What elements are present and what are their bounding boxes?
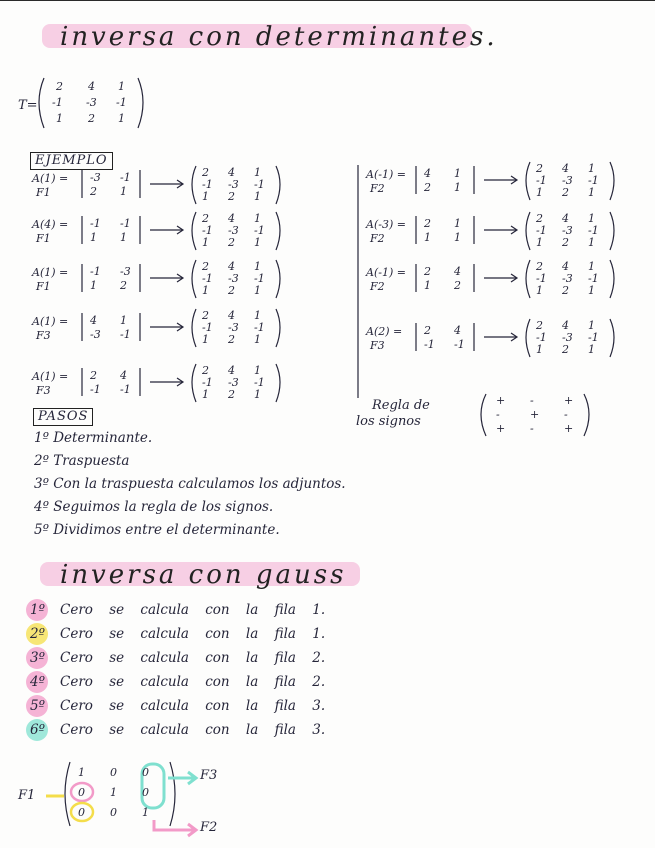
row-subscript: F3	[36, 384, 51, 397]
ref-cell: 2	[228, 333, 235, 346]
ref-cell: 1	[254, 284, 261, 297]
t-21: -1	[52, 96, 63, 109]
minor-21: -1	[424, 338, 435, 351]
t-31: 1	[56, 112, 63, 125]
ref-cell: -1	[254, 376, 265, 389]
cofactor-label: A(1) =	[32, 172, 69, 185]
ref-cell: -1	[202, 376, 213, 389]
ref-cell: -3	[228, 321, 239, 334]
minor-12: -3	[120, 265, 131, 278]
ref-cell: 1	[588, 260, 595, 273]
gauss-cell: 1	[110, 786, 117, 799]
ref-cell: -1	[536, 174, 547, 187]
ref-cell: 2	[202, 364, 209, 377]
ref-cell: 4	[562, 319, 569, 332]
ref-cell: 4	[228, 364, 235, 377]
minor-12: -1	[120, 217, 131, 230]
ref-cell: 4	[228, 260, 235, 273]
cofactor-label: A(1) =	[32, 266, 69, 279]
cofactor-label: A(1) =	[32, 370, 69, 383]
minor-21: -3	[90, 328, 101, 341]
ref-cell: 4	[562, 260, 569, 273]
minor-11: -1	[90, 265, 101, 278]
minor-11: -1	[90, 217, 101, 230]
matrix-t-label: T=	[18, 98, 38, 113]
ref-cell: 4	[562, 162, 569, 175]
gauss-cell: 0	[142, 786, 149, 799]
cofactor-label: A(2) =	[366, 325, 403, 338]
gauss-step-text: Cero se calcula con la fila 1.	[60, 602, 326, 618]
ref-cell: 4	[228, 309, 235, 322]
ref-cell: 4	[562, 212, 569, 225]
t-22: -3	[86, 96, 97, 109]
row-subscript: F1	[36, 280, 51, 293]
ref-cell: 2	[562, 284, 569, 297]
ref-cell: -3	[562, 331, 573, 344]
minor-22: 2	[120, 279, 127, 292]
cofactor-label: A(1) =	[32, 315, 69, 328]
ref-cell: -3	[562, 272, 573, 285]
minor-22: 1	[120, 185, 127, 198]
ref-cell: 2	[562, 343, 569, 356]
paso-5: 5º Dividimos entre el determinante.	[34, 522, 280, 538]
minor-21: 2	[90, 185, 97, 198]
minor-12: 4	[120, 369, 127, 382]
ref-cell: 1	[588, 284, 595, 297]
gauss-cell: 1	[78, 766, 85, 779]
minor-12: -1	[120, 171, 131, 184]
gauss-cell: 0	[78, 786, 85, 799]
ref-cell: -1	[202, 272, 213, 285]
ref-cell: 1	[254, 166, 261, 179]
ref-cell: 1	[588, 343, 595, 356]
ref-cell: -1	[254, 272, 265, 285]
row-subscript: F2	[370, 232, 385, 245]
minor-11: 2	[424, 324, 431, 337]
minor-21: 2	[424, 181, 431, 194]
minor-12: 1	[120, 314, 127, 327]
gauss-step-text: Cero se calcula con la fila 3.	[60, 722, 326, 738]
t-12: 4	[88, 80, 95, 93]
minor-21: 1	[90, 279, 97, 292]
ref-cell: -1	[588, 331, 599, 344]
f2-label: F2	[200, 820, 218, 835]
ref-cell: 4	[228, 212, 235, 225]
sign-21: -	[496, 408, 500, 421]
sign-22: +	[530, 408, 540, 421]
ref-cell: 4	[228, 166, 235, 179]
minor-22: -1	[120, 328, 131, 341]
row-subscript: F3	[36, 329, 51, 342]
ref-cell: -1	[588, 174, 599, 187]
ref-cell: 2	[228, 284, 235, 297]
ref-cell: 1	[588, 186, 595, 199]
row-subscript: F2	[370, 182, 385, 195]
ref-cell: 1	[588, 162, 595, 175]
ref-cell: 1	[254, 236, 261, 249]
paso-2: 2º Traspuesta	[34, 453, 130, 469]
gauss-cell: 1	[142, 806, 149, 819]
minor-22: -1	[120, 383, 131, 396]
ref-cell: -1	[254, 224, 265, 237]
gauss-cell: 0	[110, 806, 117, 819]
ref-cell: 1	[254, 212, 261, 225]
ref-cell: -3	[228, 376, 239, 389]
gauss-cell: 0	[142, 766, 149, 779]
minor-12: 1	[454, 217, 461, 230]
minor-11: 2	[424, 217, 431, 230]
ref-cell: 1	[202, 236, 209, 249]
ref-cell: -1	[202, 178, 213, 191]
minor-11: 2	[90, 369, 97, 382]
ref-cell: -1	[254, 321, 265, 334]
cofactor-label: A(4) =	[32, 218, 69, 231]
ref-cell: -3	[228, 178, 239, 191]
gauss-step-number: 5º	[30, 698, 45, 714]
gauss-step-text: Cero se calcula con la fila 2.	[60, 650, 326, 666]
regla-label-2: los signos	[356, 414, 421, 429]
ref-cell: 1	[536, 236, 543, 249]
minor-21: 1	[424, 231, 431, 244]
gauss-cell: 0	[110, 766, 117, 779]
sign-32: -	[530, 422, 534, 435]
ejemplo-label: EJEMPLO	[30, 152, 113, 170]
ref-cell: 2	[228, 236, 235, 249]
ref-cell: -1	[588, 272, 599, 285]
row-subscript: F1	[36, 232, 51, 245]
ref-cell: 1	[588, 319, 595, 332]
minor-11: 2	[424, 265, 431, 278]
ref-cell: -3	[228, 272, 239, 285]
ref-cell: 2	[536, 260, 543, 273]
ref-cell: 1	[254, 364, 261, 377]
minor-22: -1	[454, 338, 465, 351]
title-gauss: inversa con gauss	[60, 560, 347, 590]
ref-cell: 2	[536, 319, 543, 332]
regla-label-1: Regla de	[372, 398, 430, 413]
row-subscript: F3	[370, 339, 385, 352]
ref-cell: -1	[536, 272, 547, 285]
t-23: -1	[116, 96, 127, 109]
pasos-label: PASOS	[33, 408, 93, 426]
ref-cell: 2	[202, 212, 209, 225]
gauss-step-number: 4º	[30, 674, 45, 690]
ref-cell: -3	[228, 224, 239, 237]
ref-cell: 2	[562, 236, 569, 249]
ref-cell: 1	[254, 309, 261, 322]
ref-cell: -1	[536, 224, 547, 237]
ref-cell: 1	[588, 212, 595, 225]
ref-cell: 1	[254, 260, 261, 273]
sign-23: -	[564, 408, 568, 421]
ref-cell: 1	[254, 388, 261, 401]
ref-cell: 1	[202, 388, 209, 401]
cofactor-label: A(-1) =	[366, 168, 406, 181]
sign-11: +	[496, 394, 506, 407]
sign-33: +	[564, 422, 574, 435]
t-11: 2	[56, 80, 63, 93]
minor-21: 1	[424, 279, 431, 292]
minor-22: 1	[120, 231, 127, 244]
row-subscript: F1	[36, 186, 51, 199]
t-13: 1	[118, 80, 125, 93]
ref-cell: 1	[588, 236, 595, 249]
minor-21: -1	[90, 383, 101, 396]
minor-11: 4	[90, 314, 97, 327]
ref-cell: -1	[254, 178, 265, 191]
ref-cell: -1	[202, 321, 213, 334]
sign-13: +	[564, 394, 574, 407]
ref-cell: 2	[228, 190, 235, 203]
ref-cell: 2	[536, 212, 543, 225]
cofactor-label: A(-3) =	[366, 218, 406, 231]
ref-cell: -3	[562, 224, 573, 237]
gauss-step-text: Cero se calcula con la fila 1.	[60, 626, 326, 642]
gauss-step-number: 6º	[30, 722, 45, 738]
ref-cell: -3	[562, 174, 573, 187]
minor-22: 1	[454, 231, 461, 244]
gauss-step-text: Cero se calcula con la fila 2.	[60, 674, 326, 690]
gauss-step-number: 3º	[30, 650, 45, 666]
minor-12: 4	[454, 324, 461, 337]
f1-label: F1	[18, 788, 36, 803]
sign-12: -	[530, 394, 534, 407]
minor-21: 1	[90, 231, 97, 244]
ref-cell: 1	[202, 333, 209, 346]
gauss-step-text: Cero se calcula con la fila 3.	[60, 698, 326, 714]
ref-cell: 2	[202, 260, 209, 273]
ref-cell: 1	[254, 190, 261, 203]
cofactor-label: A(-1) =	[366, 266, 406, 279]
t-33: 1	[118, 112, 125, 125]
ref-cell: 1	[536, 343, 543, 356]
t-32: 2	[88, 112, 95, 125]
paso-1: 1º Determinante.	[34, 430, 153, 446]
f3-label: F3	[200, 768, 218, 783]
minor-22: 2	[454, 279, 461, 292]
ref-cell: 1	[254, 333, 261, 346]
ref-cell: 1	[536, 284, 543, 297]
minor-12: 1	[454, 167, 461, 180]
gauss-cell: 0	[78, 806, 85, 819]
gauss-step-number: 1º	[30, 602, 45, 618]
ref-cell: -1	[588, 224, 599, 237]
ref-cell: 2	[228, 388, 235, 401]
ref-cell: -1	[202, 224, 213, 237]
ref-cell: 2	[202, 309, 209, 322]
ref-cell: -1	[536, 331, 547, 344]
paso-3: 3º Con la traspuesta calculamos los adjuntos.	[34, 476, 346, 492]
minor-11: 4	[424, 167, 431, 180]
ref-cell: 2	[536, 162, 543, 175]
ref-cell: 2	[562, 186, 569, 199]
minor-22: 1	[454, 181, 461, 194]
title-determinantes: inversa con determinantes.	[60, 22, 498, 52]
ref-cell: 2	[202, 166, 209, 179]
minor-11: -3	[90, 171, 101, 184]
row-subscript: F2	[370, 280, 385, 293]
minor-12: 4	[454, 265, 461, 278]
ref-cell: 1	[202, 284, 209, 297]
paso-4: 4º Seguimos la regla de los signos.	[34, 499, 274, 515]
sign-31: +	[496, 422, 506, 435]
gauss-step-number: 2º	[30, 626, 45, 642]
ref-cell: 1	[536, 186, 543, 199]
ref-cell: 1	[202, 190, 209, 203]
